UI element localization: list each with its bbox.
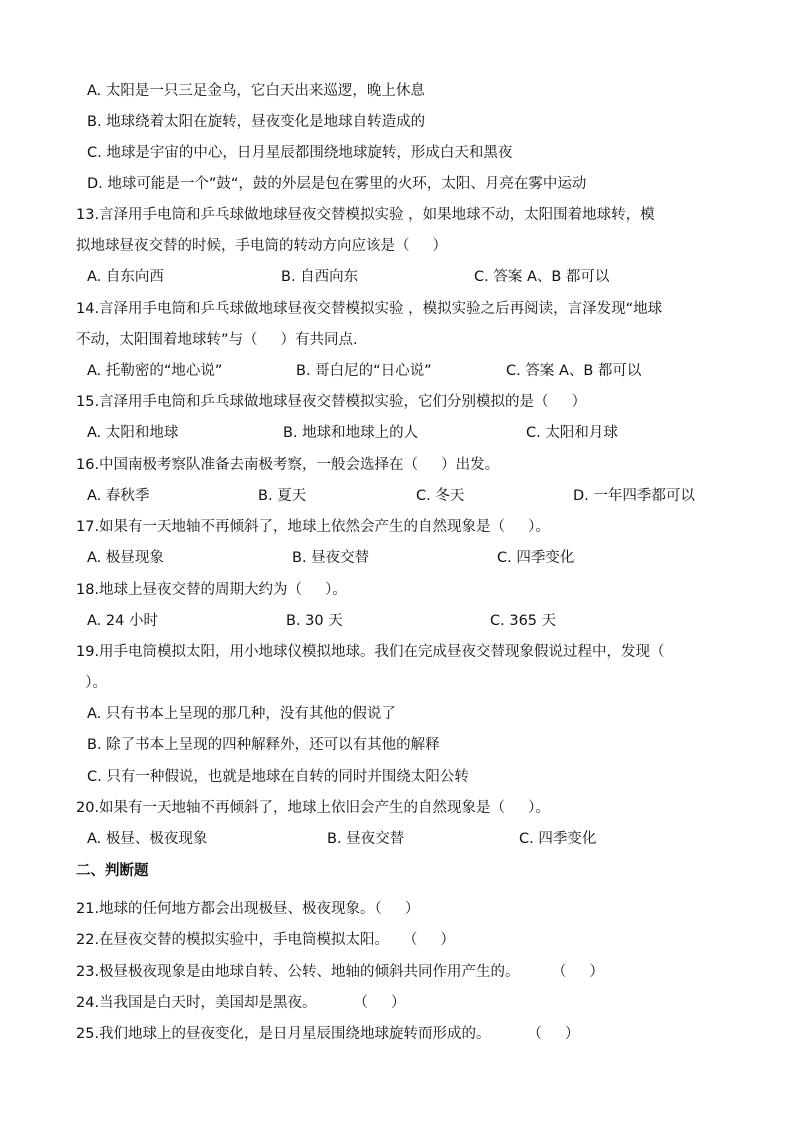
q21-statement: 21.地球的任何地方都会出现极昼、极夜现象。（ ）	[76, 901, 420, 917]
q14-stem-line1: 14.言泽用手电筒和乒乓球做地球昼夜交替模拟实验 ，模拟实验之后再阅读，言泽发现“地球	[76, 301, 663, 317]
q13-stem-line1: 13.言泽用手电筒和乒乓球做地球昼夜交替模拟实验 ，如果地球不动，太阳围着地球转，模	[76, 207, 655, 223]
q15-option-a: A. 太阳和地球	[87, 425, 179, 441]
section-title-true-false: 二、判断题	[76, 863, 149, 879]
q14-option-b: B. 哥白尼的“日心说”	[296, 363, 432, 379]
q16-option-a: A. 春秋季	[87, 488, 150, 504]
q18-stem: 18.地球上昼夜交替的周期大约为（ ）。	[76, 582, 347, 598]
q17-option-c: C. 四季变化	[497, 550, 575, 566]
q18-option-c: C. 365 天	[490, 613, 557, 629]
q19-option-c: C. 只有一种假说，也就是地球在自转的同时并围绕太阳公转	[87, 769, 469, 785]
q15-stem: 15.言泽用手电筒和乒乓球做地球昼夜交替模拟实验，它们分别模拟的是（ ）	[76, 394, 587, 410]
q12-option-d: D. 地球可能是一个”鼓“，鼓的外层是包在雾里的火环，太阳、月亮在雾中运动	[87, 176, 587, 192]
q25-statement: 25.我们地球上的昼夜变化，是日月星辰围绕地球旋转而形成的。 （ ）	[76, 1026, 580, 1042]
q15-option-b: B. 地球和地球上的人	[283, 425, 419, 441]
q17-option-a: A. 极昼现象	[87, 550, 164, 566]
q23-statement: 23.极昼极夜现象是由地球自转、公转、地轴的倾斜共同作用产生的。 （ ）	[76, 964, 604, 980]
q14-option-c: C. 答案 A、B 都可以	[506, 363, 642, 379]
q24-statement: 24.当我国是白天时，美国却是黑夜。 （ ）	[76, 995, 406, 1011]
q20-option-c: C. 四季变化	[519, 831, 597, 847]
q19-stem-line1: 19.用手电筒模拟太阳，用小地球仪模拟地球。我们在完成昼夜交替现象假说过程中，发现（	[76, 644, 665, 660]
q13-option-c: C. 答案 A、B 都可以	[474, 269, 610, 285]
q15-option-c: C. 太阳和月球	[526, 425, 618, 441]
q20-stem: 20.如果有一天地轴不再倾斜了，地球上依旧会产生的自然现象是（ ）。	[76, 800, 550, 816]
q12-option-a: A. 太阳是一只三足金乌，它白天出来巡逻，晚上休息	[87, 83, 425, 99]
q18-option-a: A. 24 小时	[87, 613, 158, 629]
q16-option-b: B. 夏天	[258, 488, 307, 504]
q17-option-b: B. 昼夜交替	[292, 550, 370, 566]
q16-option-d: D. 一年四季都可以	[573, 488, 695, 504]
q13-option-b: B. 自西向东	[281, 269, 359, 285]
q14-option-a: A. 托勒密的“地心说”	[87, 363, 223, 379]
q14-stem-line2: 不动，太阳围着地球转”与（ ）有共同点.	[76, 332, 358, 348]
q19-stem-line2: ）。	[76, 675, 107, 691]
q13-stem-line2: 拟地球昼夜交替的时候，手电筒的转动方向应该是（ ）	[76, 238, 448, 254]
q16-option-c: C. 冬天	[416, 488, 465, 504]
q20-option-b: B. 昼夜交替	[327, 831, 405, 847]
q20-option-a: A. 极昼、极夜现象	[87, 831, 208, 847]
q13-option-a: A. 自东向西	[87, 269, 164, 285]
q16-stem: 16.中国南极考察队准备去南极考察，一般会选择在（ ）出发。	[76, 457, 500, 473]
q17-stem: 17.如果有一天地轴不再倾斜了，地球上依然会产生的自然现象是（ ）。	[76, 519, 550, 535]
q19-option-b: B. 除了书本上呈现的四种解释外，还可以有其他的解释	[87, 737, 440, 753]
q18-option-b: B. 30 天	[286, 613, 343, 629]
q12-option-c: C. 地球是宇宙的中心，日月星辰都围绕地球旋转，形成白天和黑夜	[87, 145, 513, 161]
q12-option-b: B. 地球绕着太阳在旋转，昼夜变化是地球自转造成的	[87, 114, 426, 130]
q22-statement: 22.在昼夜交替的模拟实验中，手电筒模拟太阳。 （ ）	[76, 932, 455, 948]
q19-option-a: A. 只有书本上呈现的那几种，没有其他的假说了	[87, 706, 396, 722]
